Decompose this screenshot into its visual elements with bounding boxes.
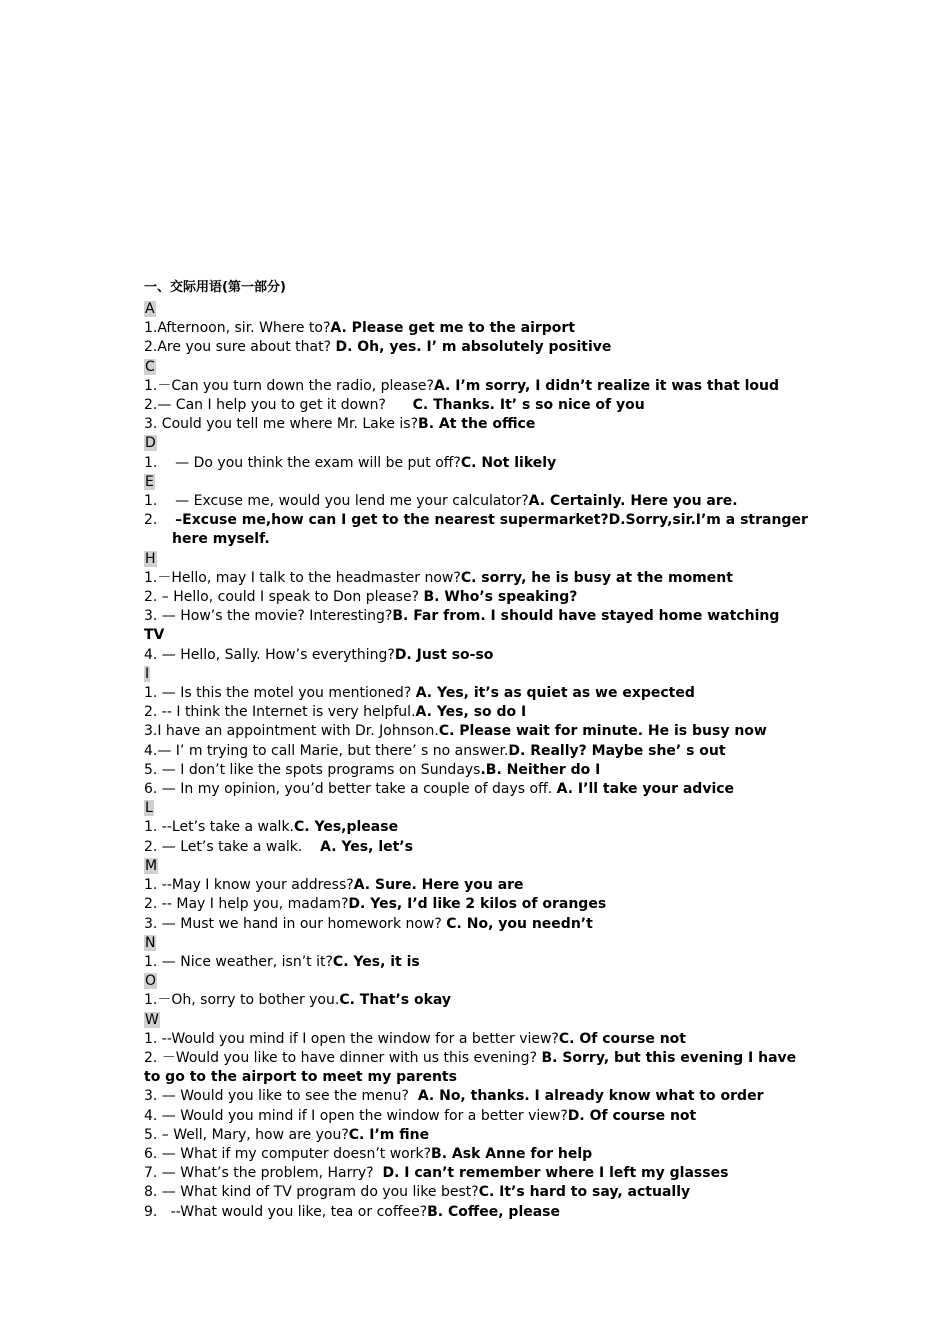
question-text: 2. <box>144 512 176 529</box>
qa-item <box>144 915 814 934</box>
answer-text: C. Not likely <box>460 454 557 471</box>
answer-text: B. Coffee, please <box>427 1203 561 1220</box>
question-text: 5. — I don’t like the spots programs on Sundays <box>144 761 481 778</box>
answer-text: C. It’s hard to say, actually <box>478 1184 691 1201</box>
question-text: 2. — Let’s take a walk. <box>144 838 321 855</box>
section-header-w <box>144 1011 814 1030</box>
answer-text: A. Certainly. Here you are. <box>528 493 738 510</box>
qa-item <box>144 607 804 645</box>
qa-item <box>144 1107 814 1126</box>
qa-item <box>144 415 814 434</box>
qa-item <box>144 1164 814 1183</box>
question-text: 3. Could you tell me where Mr. Lake is? <box>144 416 419 433</box>
qa-item <box>144 991 814 1010</box>
answer-text: C. Thanks. It’ s so nice of you <box>412 397 645 414</box>
qa-item <box>144 838 814 857</box>
qa-item <box>144 511 814 549</box>
section-letter: L <box>145 800 153 817</box>
question-text: 2. – Hello, could I speak to Don please? <box>144 589 424 606</box>
section-letter: M <box>145 857 158 874</box>
answer-text: C. Of course not <box>558 1030 686 1047</box>
qa-item <box>144 761 814 780</box>
qa-item <box>144 818 814 837</box>
question-text: 3. — How’s the movie? Interesting? <box>144 608 393 625</box>
qa-item <box>144 722 814 741</box>
answer-text: C. I’m fine <box>348 1126 430 1143</box>
answer-text: D. Of course not <box>567 1107 697 1124</box>
qa-item <box>144 492 814 511</box>
qa-item <box>144 1049 804 1087</box>
answer-text: B. At the office <box>418 416 536 433</box>
answer-text: C. Yes,please <box>294 819 399 836</box>
answer-text: D. Really? Maybe she’ s out <box>508 742 726 759</box>
answer-text: .B. Neither do I <box>480 761 601 778</box>
qa-item <box>144 1030 814 1049</box>
section-letter: H <box>145 550 156 567</box>
answer-text: C. That’s okay <box>339 992 452 1009</box>
question-text: 2. -- I think the Internet is very helpful. <box>144 704 416 721</box>
answer-text: C. Yes, it is <box>332 953 420 970</box>
question-text: 1.－Hello, may I talk to the headmaster now? <box>144 569 461 586</box>
question-text: 5. – Well, Mary, how are you? <box>144 1126 349 1143</box>
qa-item <box>144 1126 814 1145</box>
question-text: 7. — What’s the problem, Harry? <box>144 1165 383 1182</box>
question-text: 1. — Do you think the exam will be put off? <box>144 454 461 471</box>
section-header-i <box>144 665 814 684</box>
question-text: 3. — Would you like to see the menu? <box>144 1088 418 1105</box>
answer-text: D. Oh, yes. I’ m absolutely positive <box>335 339 612 356</box>
qa-item <box>144 1183 814 1202</box>
question-text: 3. — Must we hand in our homework now? <box>144 915 447 932</box>
section-header-n <box>144 934 814 953</box>
qa-item <box>144 588 814 607</box>
qa-item <box>144 953 814 972</box>
section-header-m <box>144 857 814 876</box>
qa-item <box>144 742 814 761</box>
answer-text: C. sorry, he is busy at the moment <box>460 569 733 586</box>
question-text: 1. --Would you mind if I open the window for a better view? <box>144 1030 559 1047</box>
question-text: 2. －Would you like to have dinner with us this evening? <box>144 1049 542 1066</box>
answer-text: B. Ask Anne for help <box>431 1145 593 1162</box>
qa-item <box>144 780 814 799</box>
question-text: 6. — In my opinion, you’d better take a couple of days off. <box>144 781 557 798</box>
answer-text: A. Sure. Here you are <box>353 877 524 894</box>
question-text: 2. -- May I help you, madam? <box>144 896 349 913</box>
answer-text: C. No, you needn’t <box>446 915 593 932</box>
qa-item <box>144 895 814 914</box>
section-letter: E <box>145 473 154 490</box>
qa-item <box>144 1087 814 1106</box>
section-header-a <box>144 300 814 319</box>
section-header-c <box>144 358 814 377</box>
section-letter: N <box>145 934 156 951</box>
question-text: 1. — Excuse me, would you lend me your calculator? <box>144 493 529 510</box>
section-letter: O <box>145 973 157 990</box>
answer-text: A. Please get me to the airport <box>330 320 576 337</box>
section-letter: D <box>145 435 156 452</box>
section-header-e <box>144 473 814 492</box>
page-title: 一、交际用语(第一部分) <box>144 280 286 295</box>
question-text: 1.－Oh, sorry to bother you. <box>144 992 340 1009</box>
section-header-l <box>144 799 814 818</box>
qa-item <box>144 454 814 473</box>
answer-text: A. No, thanks. I already know what to order <box>417 1088 764 1105</box>
section-letter: A <box>145 301 155 317</box>
qa-item <box>144 703 814 722</box>
question-text: 1. --Let’s take a walk. <box>144 819 295 836</box>
document-body <box>144 276 814 1222</box>
question-text: 3.I have an appointment with Dr. Johnson. <box>144 723 439 740</box>
question-text: 4. — Hello, Sally. How’s everything? <box>144 646 395 663</box>
qa-item <box>144 338 814 357</box>
question-text: 1.－Can you turn down the radio, please? <box>144 377 434 394</box>
qa-item <box>144 1145 814 1164</box>
question-text: 9. --What would you like, tea or coffee? <box>144 1203 428 1220</box>
answer-text: B. Who’s speaking? <box>423 589 578 606</box>
answer-text: B. Far from. I should have stayed home watching TV <box>144 608 780 644</box>
section-letter: I <box>145 665 150 682</box>
answer-text: A. Yes, let’s <box>320 838 413 855</box>
answer-text: –Excuse me,how can I get to the nearest supermarket?D.Sorry,sir.I’m a stranger here myself. <box>172 512 808 548</box>
answer-text: A. Yes, it’s as quiet as we expected <box>415 685 695 702</box>
question-text: 1. — Nice weather, isn’t it? <box>144 953 333 970</box>
qa-item <box>144 684 814 703</box>
qa-item <box>144 1203 814 1222</box>
question-text: 8. — What kind of TV program do you like best? <box>144 1184 479 1201</box>
answer-text: A. I’ll take your advice <box>556 781 735 798</box>
answer-text: D. I can’t remember where I left my glasses <box>382 1165 729 1182</box>
question-text: 1.Afternoon, sir. Where to? <box>144 320 331 337</box>
question-text: 1. — Is this the motel you mentioned? <box>144 685 416 702</box>
section-header-h <box>144 550 814 569</box>
question-text: 4. — Would you mind if I open the window for a better view? <box>144 1107 568 1124</box>
qa-item <box>144 377 814 396</box>
section-header-d <box>144 434 814 453</box>
qa-item <box>144 876 814 895</box>
sections-container <box>144 300 814 1222</box>
question-text: 2.— Can I help you to get it down? <box>144 397 413 414</box>
section-letter: W <box>145 1011 159 1028</box>
question-text: 6. — What if my computer doesn’t work? <box>144 1145 432 1162</box>
question-text: 1. --May I know your address? <box>144 877 354 894</box>
answer-text: D. Just so-so <box>394 646 494 663</box>
qa-item <box>144 646 814 665</box>
answer-text: C. Please wait for minute. He is busy now <box>438 723 767 740</box>
answer-text: B. Sorry, but this evening I have to go to the airport to meet my parents <box>144 1049 797 1086</box>
section-letter: C <box>145 358 155 375</box>
question-text: 4.— I’ m trying to call Marie, but there’ s no answer. <box>144 742 509 759</box>
answer-text: D. Yes, I’d like 2 kilos of oranges <box>348 896 607 913</box>
section-header-o <box>144 972 814 991</box>
answer-text: A. I’m sorry, I didn’t realize it was that loud <box>433 377 779 394</box>
qa-item <box>144 569 814 588</box>
qa-item <box>144 396 814 415</box>
answer-text: A. Yes, so do I <box>415 704 527 721</box>
question-text: 2.Are you sure about that? <box>144 339 336 356</box>
qa-item <box>144 319 814 338</box>
